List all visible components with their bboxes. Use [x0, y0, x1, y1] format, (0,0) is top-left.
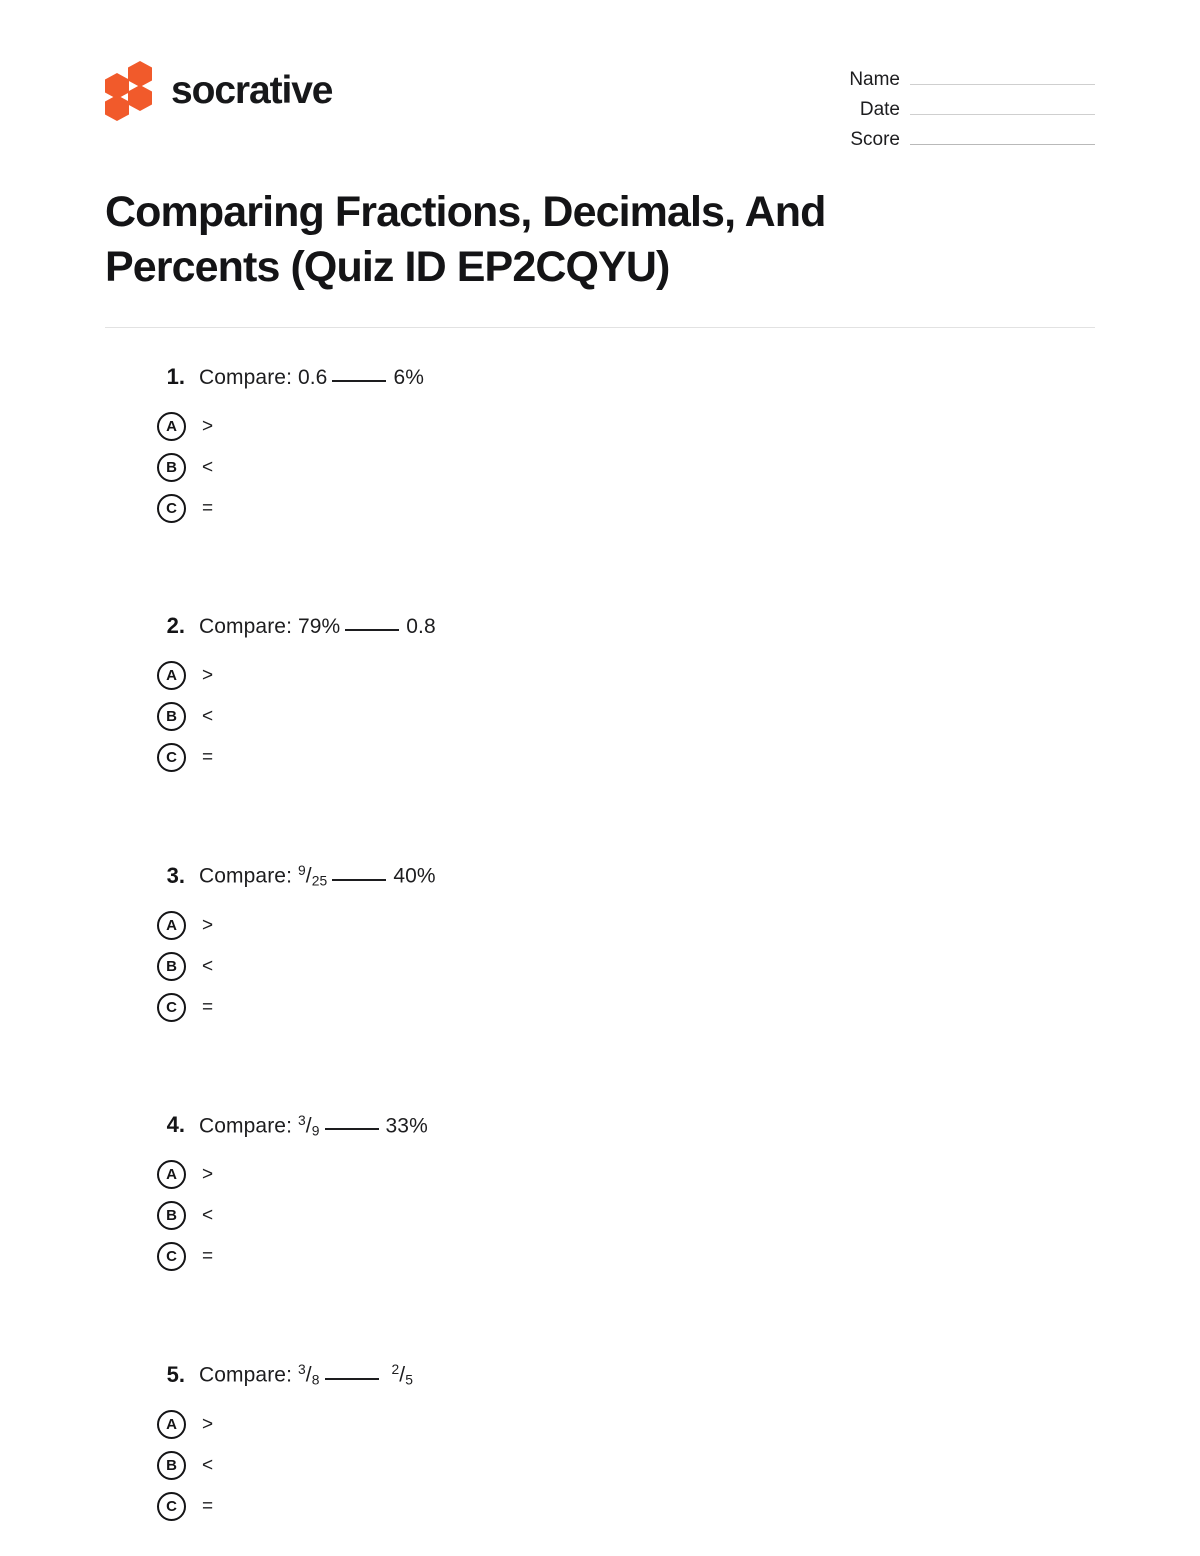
question-header — [105, 1112, 1095, 1139]
option-label: > — [202, 1414, 214, 1436]
question-header — [105, 1361, 1095, 1388]
option-a[interactable] — [157, 655, 1095, 696]
fraction-slash: / — [305, 1114, 312, 1138]
question-number: 4. — [166, 1112, 185, 1138]
hexagon-icon — [105, 95, 129, 121]
option-a[interactable] — [157, 406, 1095, 447]
question-header — [105, 613, 1095, 639]
option-b[interactable] — [157, 696, 1095, 737]
name-input-line[interactable] — [910, 84, 1095, 85]
socrative-hexagon-logo-icon — [105, 61, 157, 119]
option-label: = — [202, 747, 214, 769]
option-label: > — [202, 1164, 214, 1186]
option-c[interactable] — [157, 488, 1095, 529]
option-bubble-c[interactable]: C — [157, 993, 186, 1022]
option-a[interactable] — [157, 1154, 1095, 1195]
question-item — [105, 1361, 1095, 1527]
question-prompt — [199, 1361, 413, 1388]
question-prompt — [199, 366, 424, 390]
option-label: < — [202, 1205, 214, 1227]
option-c[interactable] — [157, 737, 1095, 778]
prompt-prefix: Compare: 0.6 — [199, 366, 328, 390]
option-label: > — [202, 665, 214, 687]
prompt-suffix: 33% — [385, 1114, 428, 1138]
option-c[interactable] — [157, 1236, 1095, 1277]
prompt-prefix: Compare: 79% — [199, 615, 341, 639]
question-item — [105, 613, 1095, 778]
option-bubble-b[interactable]: B — [157, 702, 186, 731]
name-label: Name — [849, 69, 900, 90]
date-field-row — [805, 99, 1095, 121]
page-header — [0, 0, 1200, 151]
option-bubble-a[interactable]: A — [157, 661, 186, 690]
score-label: Score — [850, 129, 900, 150]
option-bubble-b[interactable]: B — [157, 952, 186, 981]
option-b[interactable] — [157, 1195, 1095, 1236]
question-prompt — [199, 862, 436, 889]
student-info-block — [805, 55, 1095, 151]
question-prompt — [199, 615, 436, 639]
option-b[interactable] — [157, 447, 1095, 488]
score-input-line[interactable] — [910, 144, 1095, 145]
option-label: > — [202, 914, 214, 936]
option-b[interactable] — [157, 946, 1095, 987]
fraction-numerator: 9 — [297, 862, 306, 879]
brand-name: socrative — [171, 68, 333, 112]
option-label: < — [202, 706, 214, 728]
answer-blank[interactable] — [345, 629, 399, 631]
question-number: 3. — [166, 862, 185, 888]
option-bubble-c[interactable]: C — [157, 743, 186, 772]
fraction-numerator: 3 — [297, 1361, 306, 1378]
option-list — [105, 905, 1095, 1028]
fraction-denominator: 8 — [311, 1372, 320, 1389]
hexagon-icon — [128, 61, 152, 87]
question-number: 1. — [166, 364, 185, 390]
score-field-row — [805, 129, 1095, 151]
answer-blank[interactable] — [325, 1128, 379, 1130]
option-c[interactable] — [157, 987, 1095, 1028]
question-number: 2. — [166, 613, 185, 639]
prompt-suffix: 6% — [393, 366, 424, 390]
option-list — [105, 655, 1095, 778]
left-fraction — [298, 1112, 320, 1139]
prompt-prefix: Compare: — [199, 1363, 293, 1387]
name-field-row — [805, 69, 1095, 91]
question-header — [105, 364, 1095, 390]
option-list — [105, 1404, 1095, 1527]
left-fraction — [298, 862, 327, 889]
option-label: < — [202, 457, 214, 479]
date-label: Date — [859, 99, 900, 120]
question-header — [105, 862, 1095, 889]
option-bubble-b[interactable]: B — [157, 1451, 186, 1480]
question-item — [105, 1112, 1095, 1278]
question-item — [105, 364, 1095, 529]
option-bubble-a[interactable]: A — [157, 1410, 186, 1439]
left-fraction — [298, 1361, 320, 1388]
fraction-numerator: 2 — [391, 1361, 400, 1378]
option-label: = — [202, 1246, 214, 1268]
brand-logo — [105, 55, 332, 119]
date-input-line[interactable] — [910, 114, 1095, 115]
question-number: 5. — [166, 1361, 185, 1387]
option-list — [105, 406, 1095, 529]
option-label: < — [202, 955, 214, 977]
fraction-slash: / — [305, 1363, 312, 1387]
option-list — [105, 1154, 1095, 1277]
fraction-denominator: 25 — [311, 872, 328, 889]
fraction-denominator: 5 — [405, 1372, 414, 1389]
question-prompt — [199, 1112, 428, 1139]
page-title: Comparing Fractions, Decimals, And Percents (Quiz ID EP2CQYU) — [105, 188, 826, 292]
option-bubble-b[interactable]: B — [157, 1201, 186, 1230]
prompt-suffix: 0.8 — [406, 615, 436, 639]
fraction-slash: / — [399, 1363, 406, 1387]
right-fraction — [391, 1361, 413, 1388]
hexagon-icon — [128, 85, 152, 111]
prompt-prefix: Compare: — [199, 864, 293, 888]
option-label: = — [202, 996, 214, 1018]
option-a[interactable] — [157, 905, 1095, 946]
option-label: = — [202, 498, 214, 520]
option-bubble-c[interactable]: C — [157, 1492, 186, 1521]
option-label: < — [202, 1455, 214, 1477]
fraction-numerator: 3 — [297, 1111, 306, 1128]
question-item — [105, 862, 1095, 1028]
option-bubble-a[interactable]: A — [157, 1160, 186, 1189]
answer-blank[interactable] — [332, 380, 386, 382]
option-a[interactable] — [157, 1404, 1095, 1445]
title-block — [0, 151, 1200, 295]
answer-blank[interactable] — [325, 1378, 379, 1380]
answer-blank[interactable] — [332, 879, 386, 881]
option-bubble-a[interactable]: A — [157, 911, 186, 940]
option-label: = — [202, 1496, 214, 1518]
option-bubble-b[interactable]: B — [157, 453, 186, 482]
prompt-suffix: 40% — [393, 864, 436, 888]
option-bubble-c[interactable]: C — [157, 494, 186, 523]
option-bubble-c[interactable]: C — [157, 1242, 186, 1271]
option-label: > — [202, 416, 214, 438]
fraction-denominator: 9 — [311, 1122, 320, 1139]
question-list — [0, 328, 1200, 1527]
fraction-slash: / — [305, 864, 312, 888]
option-c[interactable] — [157, 1486, 1095, 1527]
prompt-prefix: Compare: — [199, 1114, 293, 1138]
option-b[interactable] — [157, 1445, 1095, 1486]
option-bubble-a[interactable]: A — [157, 412, 186, 441]
